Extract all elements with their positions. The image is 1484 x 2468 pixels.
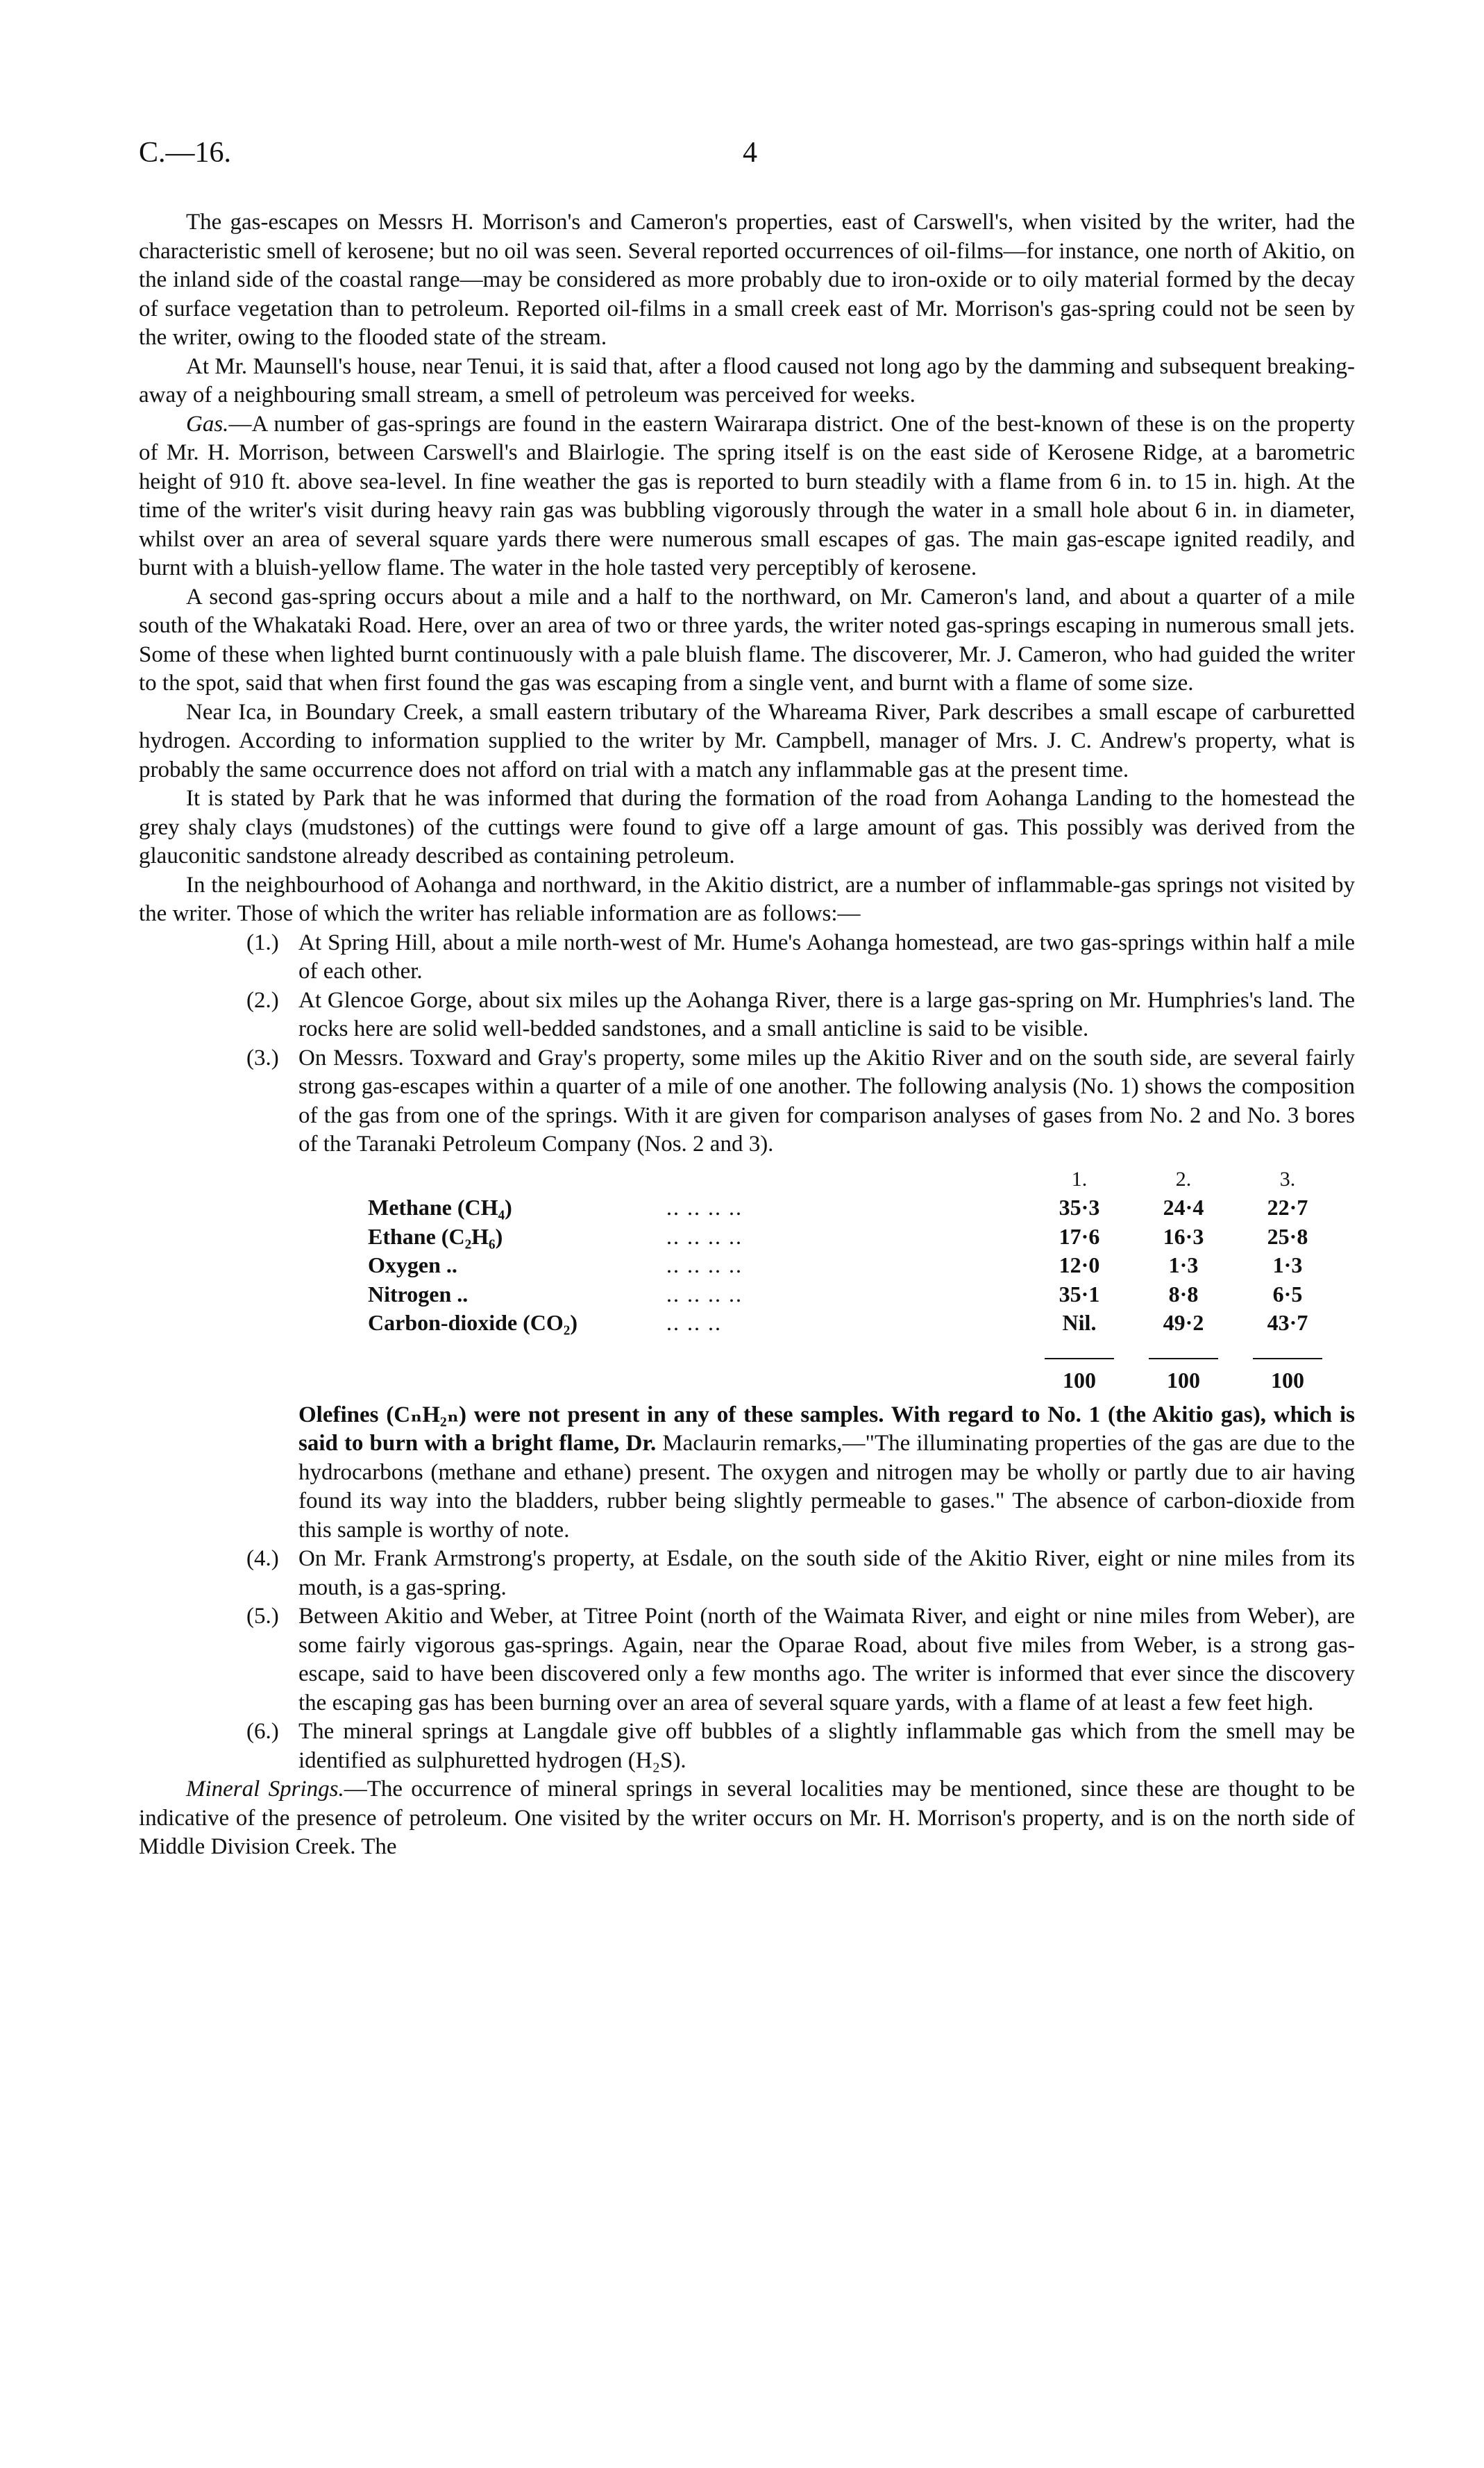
list-item-text: The mineral springs at Langdale give off bubbles of a slightly inflammable gas which from the smell may be identified as sulphuretted hydrogen (H₂S).: [298, 1719, 1355, 1773]
table-cell: 35·3: [1059, 1195, 1100, 1220]
column-header: 3.: [1279, 1167, 1296, 1191]
gas-analysis-table: [368, 1165, 1340, 1395]
row-label: Methane (CH₄): [368, 1195, 512, 1220]
page-number: 4: [743, 137, 757, 169]
table-row: [368, 1251, 1340, 1280]
list-item: [139, 1602, 1355, 1718]
gas-heading: Gas.: [186, 411, 229, 437]
leader-dots: .. .. .. ..: [666, 1252, 743, 1277]
table-cell: Nil.: [1062, 1310, 1097, 1335]
paragraph: In the neighbourhood of Aohanga and northward, in the Akitio district, are a number of inflammable-gas springs not visited by the writer. Those of which the writer has reliable information are as follows:—: [139, 872, 1355, 926]
total-cell: 100: [1063, 1368, 1096, 1393]
paragraph: A second gas-spring occurs about a mile and a half to the northward, on Mr. Cameron's land, and about a quarter of a mile south of the Whakataki Road. Here, over an area of two or three yards, the writer noted gas-springs escaping in numerous small jets. Some of these when lighted burnt continuously with a pale bluish flame. The discoverer, Mr. J. Cameron, who had guided the writer to the spot, said that when first found the gas was escaping from a single vent, and burnt with a flame of some size.: [139, 584, 1355, 696]
list-item-number: (1.): [246, 930, 279, 955]
paragraph: It is stated by Park that he was informed that during the formation of the road from Aohanga Landing to the homestead the grey shaly clays (mudstones) of the cuttings were found to give off a large amount of gas. This possibly was derived from the glauconitic sandstone already described as containing petroleum.: [139, 786, 1355, 868]
table-row: [368, 1280, 1340, 1309]
sum-rule-row: [368, 1338, 1340, 1367]
sum-rule: [1236, 1338, 1340, 1367]
paragraph: At Mr. Maunsell's house, near Tenui, it is said that, after a flood caused not long ago by the damming and subsequent breaking-away of a neighbouring small stream, a smell of petroleum was perceived for weeks.: [139, 353, 1355, 408]
table-cell: 35·1: [1059, 1281, 1100, 1307]
total-cell: 100: [1271, 1368, 1304, 1393]
paragraph: The gas-escapes on Messrs H. Morrison's and Cameron's properties, east of Carswell's, when visited by the writer, had the characteristic smell of kerosene; but no oil was seen. Several reported occurrences of oil-films—for instance, one north of Akitio, on the inland side of the coastal range—may be considered as more probably due to iron-oxide or to oily material formed by the decay of surface vegetation than to petroleum. Reported oil-films in a small creek east of Mr. Morrison's gas-spring could not be seen by the writer, owing to the flooded state of the stream.: [139, 210, 1355, 350]
sum-rule: [1131, 1338, 1236, 1367]
gas-spring-list: [139, 929, 1355, 1159]
page-header: [139, 139, 1354, 181]
list-item-number: (3.): [246, 1045, 279, 1071]
table-cell: 49·2: [1163, 1310, 1204, 1335]
row-label: Ethane (C₂H₆): [368, 1223, 503, 1249]
list-item-text: At Glencoe Gorge, about six miles up the Aohanga River, there is a large gas-spring on Mr. Humphries's land. The rocks here are solid well-bedded sandstones, and a small anticline is said to be visible.: [298, 987, 1355, 1041]
row-label: Carbon-dioxide (CO₂): [368, 1310, 578, 1335]
table-cell: 16·3: [1163, 1223, 1204, 1249]
table-cell: 24·4: [1163, 1195, 1204, 1220]
mineral-springs-heading: Mineral Springs.: [186, 1777, 344, 1802]
list-item: [139, 929, 1355, 987]
table-cell: 8·8: [1168, 1281, 1199, 1307]
olefines-text: Maclaurin remarks,—"The illuminating properties of the gas are due to the hydrocarbons (methane and ethane) present. The oxygen and nitrogen may be wholly or partly due to air having found its way into the bladders, rubber being slightly permeable to gases." The absence of carbon-dioxide from this sample is worthy of note.: [298, 1431, 1356, 1543]
list-item: [139, 1545, 1355, 1602]
list-item: [139, 987, 1355, 1044]
row-label: Oxygen ..: [368, 1252, 457, 1277]
mineral-springs-paragraph: [139, 1775, 1355, 1862]
table-cell: 6·5: [1272, 1281, 1303, 1307]
leader-dots: .. .. .. ..: [666, 1195, 743, 1220]
mineral-springs-text: —The occurrence of mineral springs in several localities may be mentioned, since these are thought to be indicative of the presence of petroleum. One visited by the writer occurs on Mr. H. Morrison's property, and is on the north side of Middle Division Creek. The: [139, 1777, 1356, 1859]
gas-paragraph: [139, 410, 1355, 583]
table-cell: 22·7: [1267, 1195, 1308, 1220]
column-header: 2.: [1175, 1167, 1192, 1191]
olefines-paragraph: [298, 1401, 1355, 1545]
column-header: 1.: [1071, 1167, 1088, 1191]
table-header-row: [368, 1165, 1340, 1194]
table-row: [368, 1193, 1340, 1223]
table-cell: 17·6: [1059, 1223, 1100, 1249]
list-item-text: At Spring Hill, about a mile north-west of Mr. Hume's Aohanga homestead, are two gas-springs within half a mile of each other.: [298, 930, 1355, 984]
document-body: [139, 208, 1355, 1862]
paragraph: Near Ica, in Boundary Creek, a small eastern tributary of the Whareama River, Park describes a small escape of carburetted hydrogen. According to information supplied to the writer by Mr. Campbell, manager of Mrs. J. C. Andrew's property, what is probably the same occurrence does not afford on trial with a match any inflammable gas at the present time.: [139, 699, 1355, 782]
totals-row: [368, 1366, 1340, 1395]
sum-rule: [1027, 1338, 1131, 1367]
list-item-number: (4.): [246, 1546, 279, 1571]
list-item-number: (5.): [246, 1604, 279, 1629]
list-item-text: On Messrs. Toxward and Gray's property, some miles up the Akitio River and on the south side, are several fairly strong gas-escapes within a quarter of a mile of one another. The following analysis (No. 1) shows the composition of the gas from one of the springs. With it are given for comparison analyses of gases from No. 2 and No. 3 bores of the Taranaki Petroleum Company (Nos. 2 and 3).: [298, 1045, 1355, 1157]
leader-dots: .. .. .. ..: [666, 1281, 743, 1307]
table-cell: 1·3: [1272, 1252, 1303, 1277]
row-label: Nitrogen ..: [368, 1281, 469, 1307]
gas-text: —A number of gas-springs are found in the eastern Wairarapa district. One of the best-known of these is on the property of Mr. H. Morrison, between Carswell's and Blairlogie. The spring itself is on the east side of Kerosene Ridge, at a barometric height of 910 ft. above sea-level. In fine weather the gas is reported to burn steadily with a flame from 6 in. to 15 in. high. At the time of the writer's visit during heavy rain gas was bubbling vigorously through the water in a small hole about 6 in. in diameter, whilst over an area of several square yards there were numerous small escapes of gas. The main gas-escape ignited readily, and burnt with a bluish-yellow flame. The water in the hole tasted very perceptibly of kerosene.: [139, 411, 1355, 580]
list-item-text: On Mr. Frank Armstrong's property, at Esdale, on the south side of the Akitio River, eight or nine miles from its mouth, is a gas-spring.: [298, 1546, 1355, 1600]
list-item: [139, 1044, 1355, 1159]
list-item-continuation: [139, 1401, 1355, 1545]
list-item-text: Between Akitio and Weber, at Titree Point (north of the Waimata River, and eight or nine miles from Weber), are some fairly vigorous gas-springs. Again, near the Oparae Road, about five miles from Weber, is a strong gas-escape, said to have been discovered only a few months ago. The writer is informed that ever since the discovery the escaping gas has been burning over an area of several square yards, with a flame of at least a few feet high.: [298, 1604, 1355, 1715]
leader-dots: .. .. ..: [666, 1310, 722, 1335]
table-cell: 1·3: [1168, 1252, 1199, 1277]
list-item-number: (2.): [246, 987, 279, 1013]
table-row: [368, 1223, 1340, 1252]
table-cell: 25·8: [1267, 1223, 1308, 1249]
gas-spring-list-continued: [139, 1545, 1355, 1775]
olefines-bold-text: Olefines (CₙH₂ₙ) were not present in any of these samples. With regard to No. 1 (the Akitio gas), which is said to burn with a bright flame, Dr.: [298, 1402, 1355, 1456]
document-reference: C.—16.: [139, 137, 232, 169]
table-row: [368, 1309, 1340, 1338]
total-cell: 100: [1167, 1368, 1200, 1393]
table-cell: 43·7: [1267, 1310, 1308, 1335]
table-cell: 12·0: [1059, 1252, 1100, 1277]
list-item: [139, 1718, 1355, 1775]
leader-dots: .. .. .. ..: [666, 1223, 743, 1249]
list-item-number: (6.): [246, 1719, 279, 1744]
